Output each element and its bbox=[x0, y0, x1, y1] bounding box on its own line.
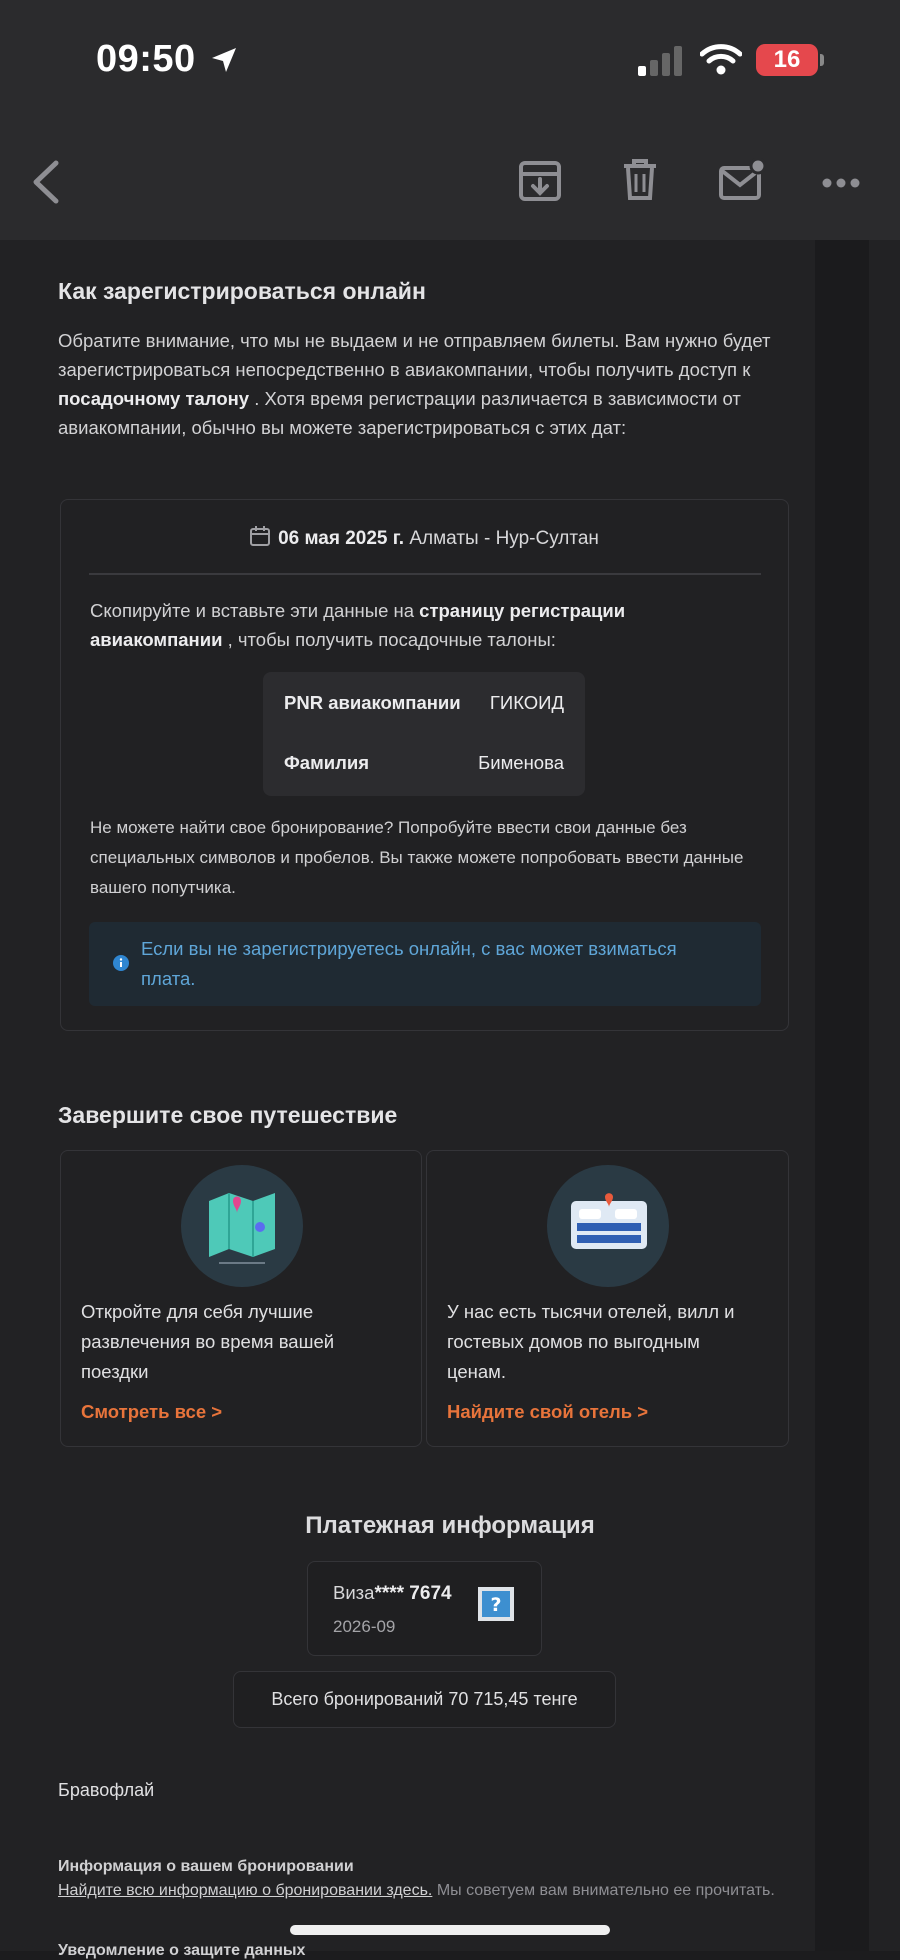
boarding-pass-text: посадочному талону bbox=[58, 388, 250, 409]
brand-name: Бравофлай bbox=[58, 1780, 155, 1800]
help-text: Не можете найти свое бронирование? Попробуйте ввести свои данные без специальных символов и пробелов. Вы также можете попробовать ввести данные вашего попутчика. bbox=[90, 818, 744, 897]
card-expiry: 2026-09 bbox=[333, 1617, 396, 1636]
hotels-illustration bbox=[547, 1165, 669, 1287]
booking-total bbox=[233, 1671, 616, 1728]
hotel-bed-icon bbox=[567, 1191, 651, 1261]
booking-data-table bbox=[263, 672, 585, 796]
card-number: **** 7674 bbox=[374, 1583, 452, 1604]
location-arrow-icon bbox=[210, 46, 238, 74]
trash-icon[interactable] bbox=[622, 158, 658, 202]
flight-route: Алматы - Нур-Султан bbox=[409, 528, 599, 549]
checkin-title: Как зарегистрироваться онлайн bbox=[58, 278, 426, 304]
checkin-intro-text: Обратите внимание, что мы не выдаем и не отправляем билеты. Вам нужно будет зарегистрироваться непосредственно в авиакомпании, чтобы получить доступ к bbox=[58, 330, 771, 380]
see-all-link[interactable]: Смотреть все > bbox=[81, 1401, 223, 1422]
archive-icon[interactable] bbox=[518, 160, 562, 202]
info-icon bbox=[113, 955, 129, 971]
card-label: Виза bbox=[333, 1582, 375, 1603]
chevron-left-icon[interactable] bbox=[30, 160, 60, 204]
activities-text: Откройте для себя лучшие развлечения во время вашей поездки bbox=[81, 1301, 335, 1382]
map-icon bbox=[205, 1187, 279, 1265]
pnr-value: ГИКОИД bbox=[489, 692, 564, 713]
status-bar bbox=[0, 0, 900, 118]
mail-toolbar bbox=[0, 118, 900, 240]
fee-warning bbox=[89, 922, 761, 1006]
total-line bbox=[234, 1689, 615, 1710]
data-protection-heading: Уведомление о защите данных bbox=[58, 1942, 306, 1959]
booking-info-heading: Информация о вашем бронировании bbox=[58, 1858, 354, 1875]
email-gutter bbox=[815, 240, 869, 1951]
copy-text: Скопируйте и вставьте эти данные на bbox=[90, 600, 415, 621]
hotels-text: У нас есть тысячи отелей, вилл и гостевых домов по выгодным ценам. bbox=[447, 1301, 735, 1382]
find-hotel-link[interactable]: Найдите свой отель > bbox=[447, 1401, 649, 1422]
surname-value: Бименова bbox=[478, 752, 564, 773]
card-line bbox=[333, 1582, 452, 1605]
checkin-box bbox=[60, 499, 789, 1031]
copy-instructions bbox=[90, 596, 730, 654]
battery-indicator bbox=[756, 44, 818, 76]
trip-title: Завершите свое путешествие bbox=[58, 1102, 398, 1128]
battery-tip bbox=[820, 54, 824, 66]
calendar-icon bbox=[250, 526, 270, 546]
booking-info-text bbox=[58, 1880, 778, 1902]
total-label: Всего бронирований bbox=[271, 1689, 444, 1709]
battery-level: 16 bbox=[773, 46, 801, 73]
booking-info-link[interactable]: Найдите всю информацию о бронировании здесь. bbox=[58, 1882, 433, 1899]
hotels-card[interactable] bbox=[426, 1150, 789, 1447]
surname-label: Фамилия bbox=[284, 752, 370, 773]
payment-card bbox=[307, 1561, 542, 1656]
fee-warning-text: Если вы не зарегистрируетесь онлайн, с вас может взиматься плата. bbox=[141, 938, 677, 989]
pnr-label: PNR авиакомпании bbox=[284, 692, 461, 713]
checkin-intro bbox=[58, 326, 788, 442]
checkin-divider bbox=[89, 573, 761, 575]
cellular-signal-icon bbox=[638, 46, 686, 76]
copy-text-2: , чтобы получить посадочные талоны: bbox=[227, 629, 556, 650]
checkin-intro-text-2: . Хотя время регистрации различается в зависимости от авиакомпании, обычно вы можете зарегистрироваться с этих дат: bbox=[58, 388, 741, 438]
activities-card[interactable] bbox=[60, 1150, 422, 1447]
flight-line bbox=[61, 526, 788, 550]
payment-title: Платежная информация bbox=[305, 1512, 595, 1539]
status-time: 09:50 bbox=[96, 38, 196, 80]
total-value: 70 715,45 тенге bbox=[448, 1689, 578, 1709]
airline-checkin-page-text: страницу регистрации авиакомпании bbox=[90, 600, 626, 650]
mail-unread-icon[interactable] bbox=[718, 158, 766, 202]
more-icon[interactable] bbox=[822, 178, 860, 188]
flight-date: 06 мая 2025 г. bbox=[278, 528, 405, 549]
home-indicator bbox=[290, 1925, 610, 1935]
card-brand-icon bbox=[477, 1586, 515, 1622]
wifi-icon bbox=[700, 42, 742, 76]
svg-text:?: ? bbox=[490, 1594, 502, 1616]
booking-info-rest: Мы советуем вам внимательно ее прочитать. bbox=[436, 1882, 775, 1899]
activities-illustration bbox=[181, 1165, 303, 1287]
